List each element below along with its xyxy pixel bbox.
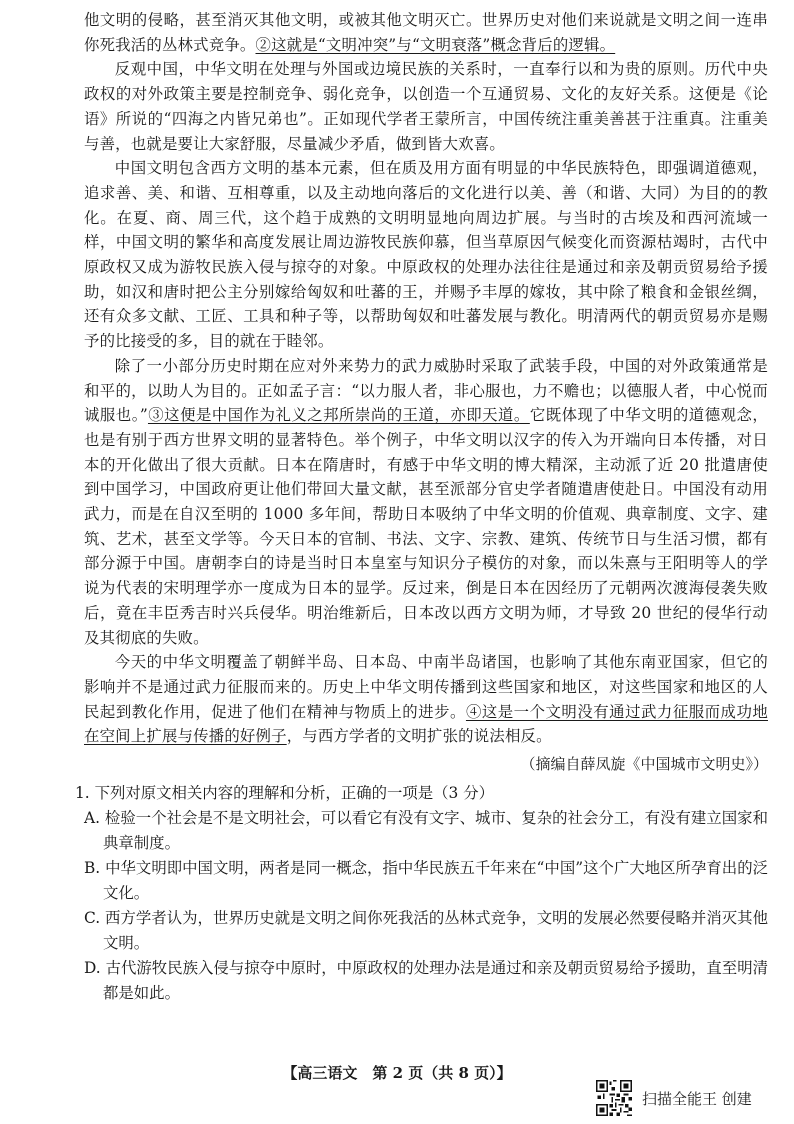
paragraph-2: 反观中国，中华文明在处理与外国或边境民族的关系时，一直奉行以和为贵的原则。历代中央政权的对外政策主要是控制竞争、弱化竞争，以创造一个互通贸易、文化的友好关系。这便是《论语》所说的“四海之内皆兄弟也”。正如现代学者王蒙所言，中国传统注重美善甚于注重真。注重美与善，也就是要让大家舒服，尽量减少矛盾，做到皆大欢喜。 <box>84 60 768 153</box>
question-stem: 1. 下列对原文相关内容的理解和分析，正确的一项是（3 分） <box>75 784 495 803</box>
underlined-sentence-2: ②这就是“文明冲突”与“文明衰落”概念背后的逻辑。 <box>255 35 616 54</box>
option-b: B. 中华文明即中国文明，两者是同一概念，指中华民族五千年来在“中国”这个广大地区所孕育出的泛文化。 <box>84 859 768 903</box>
scanner-label: 扫描全能王 创建 <box>642 1089 752 1108</box>
paragraph-4-text-a: 除了一小部分历史时期在应对外来势力的武力威胁时采取了武装手段，中国的对外政策通常是和平的，以助人为目的。正如孟子言：“以力服人者，非心服也，力不赡也；以德服人者，中心悦而诚服也。” <box>84 356 768 425</box>
passage-source: （摘编自薛凤旋《中国城市文明史》） <box>520 755 768 774</box>
page-footer: 【高三语文 第 2 页（共 8 页）】 <box>282 1064 512 1082</box>
paragraph-4-text-c: 它既体现了中华文明的道德观念，也是有别于西方世界文明的显著特色。举个例子，中华文明以汉字的传入为开端向日本传播，对日本的开化做出了很大贡献。日本在隋唐时，有感于中华文明的博大精深，主动派了近 20 批遣唐使到中国学习，中国政府更让他们带回大量文献，甚至派部分官史学者随遣唐使赴日。中国没有动用武力，而是在自汉至明的 1000 多年间，帮助日本吸纳了中华文明的价值观、典章制度、文字、建筑、艺术，甚至文学等。今天日本的官制、书法、文字、宗教、建筑、传统节日与生活习惯，都有部分源于中国。唐朝李白的诗是当时日本皇室与知识分子模仿的对象，而以朱熹与王阳明等人的学说为代表的宋明理学亦一度成为日本的显学。反过来，倒是日本在因经历了元朝两次渡海侵袭失败后，竟在丰臣秀吉时兴兵侵华。明治维新后，日本改以西方文明为师，才导致 20 世纪的侵华行动及其彻底的失败。 <box>84 406 768 647</box>
option-c: C. 西方学者认为，世界历史就是文明之间你死我活的丛林式竞争，文明的发展必然要侵略并消灭其他文明。 <box>84 909 768 953</box>
passage-content <box>75 8 768 1006</box>
option-a: A. 检验一个社会是不是文明社会，可以看它有没有文字、城市、复杂的社会分工，有没有建立国家和典章制度。 <box>84 809 768 853</box>
question-1 <box>75 781 768 1006</box>
paragraph-1-text: 他文明的侵略，甚至消灭其他文明，或被其他文明灭亡。世界历史对他们来说就是文明之间一连串你死我活的丛林式竞争。 <box>84 11 768 54</box>
paragraph-5-text-c: ，与西方学者的文明扩张的说法相反。 <box>286 727 552 746</box>
underlined-sentence-3: ③这便是中国作为礼义之邦所崇尚的王道，亦即天道。 <box>147 406 530 425</box>
paragraph-3: 中国文明包含西方文明的基本元素，但在质及用方面有明显的中华民族特色，即强调道德观，追求善、美、和谐、互相尊重，以及主动地向落后的文化进行以美、善（和谐、大同）为目的的教化。在夏、商、周三代，这个趋于成熟的文明明显地向周边扩展。与当时的古埃及和西河流域一样，中国文明的繁华和高度发展让周边游牧民族仰慕，但当草原因气候变化而资源枯竭时，古代中原政权又成为游牧民族入侵与掠夺的对象。中原政权的处理办法往往是通过和亲及朝贡贸易给予援助，如汉和唐时把公主分别嫁给匈奴和吐蕃的王，并赐予丰厚的嫁妆，其中除了粮食和金银丝绸，还有众多文献、工匠、工具和种子等，以帮助匈奴和吐蕃发展与教化。明清两代的朝贡贸易亦是赐予的比接受的多，目的就在于睦邻。 <box>84 159 768 351</box>
underlined-sentence-4: ④这是一个文明没有通过武力征服而成功地在空间上扩展与传播的好例子 <box>84 702 768 746</box>
paragraph-1 <box>84 8 768 57</box>
option-d: D. 古代游牧民族入侵与掠夺中原时，中原政权的处理办法是通过和亲及朝贡贸易给予援助，直至明清都是如此。 <box>84 959 768 1003</box>
paragraph-5-text-a: 今天的中华文明覆盖了朝鲜半岛、日本岛、中南半岛诸国，也影响了其他东南亚国家，但它的影响并不是通过武力征服而来的。历史上中华文明传播到这些国家和地区，对这些国家和地区的人民起到教化作用，促进了他们在精神与物质上的进步。 <box>84 653 768 721</box>
qr-code-icon <box>596 1080 632 1116</box>
paragraph-4 <box>84 354 768 650</box>
scanner-watermark <box>596 1080 752 1116</box>
paragraph-5 <box>84 650 768 749</box>
